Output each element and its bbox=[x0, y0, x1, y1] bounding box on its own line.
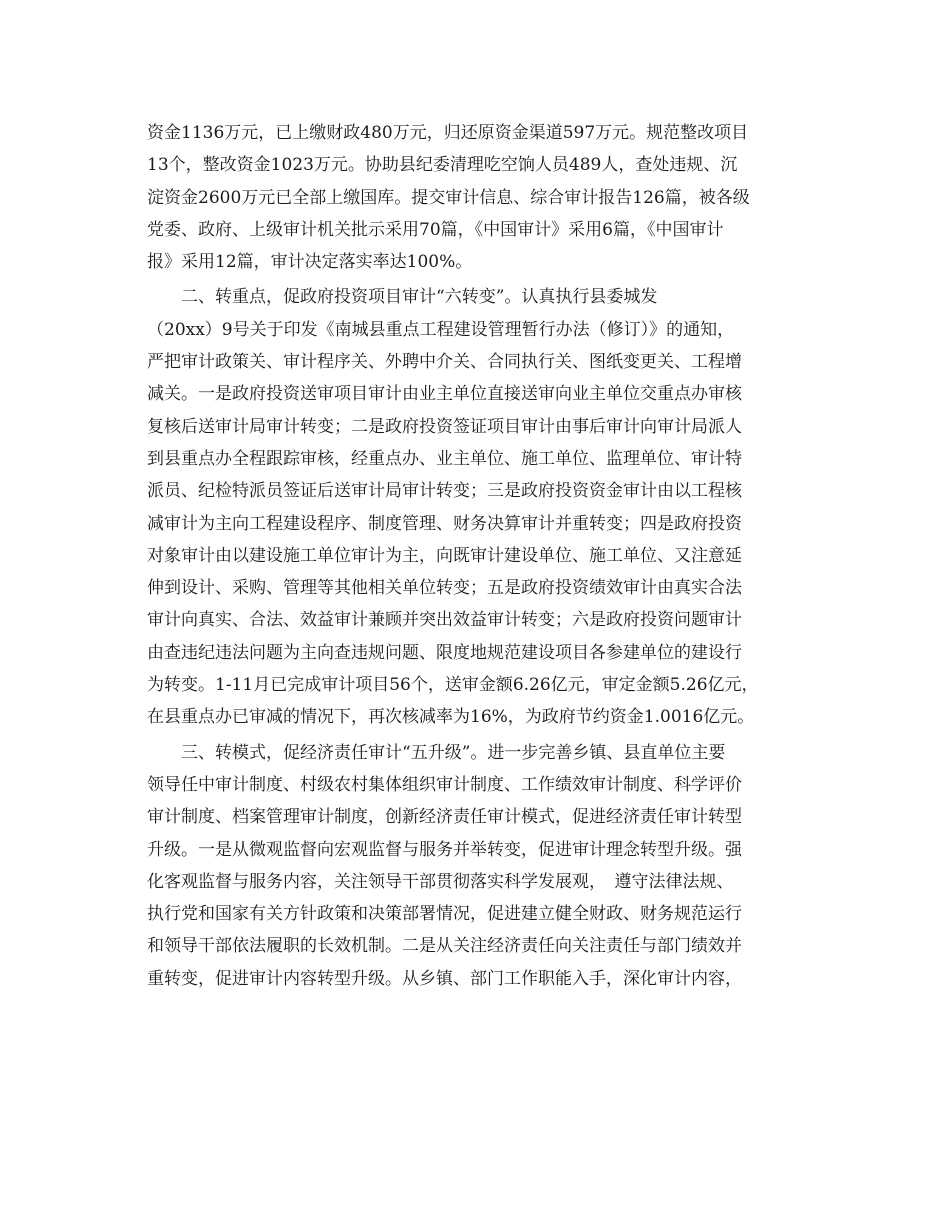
text-line: 重转变，促进审计内容转型升级。从乡镇、部门工作职能入手，深化审计内容， bbox=[147, 968, 742, 989]
text-line: 报》采用12篇，审计决定落实率达100%。 bbox=[147, 252, 473, 273]
text-line: 复核后送审计局审计转变；二是政府投资签证项目审计由事后审计向审计局派人 bbox=[147, 416, 742, 437]
text-line: 为转变。1-11月已完成审计项目56个，送审金额6.26亿元，审定金额5.26亿元， bbox=[147, 675, 759, 696]
text-line: 升级。一是从微观监督向宏观监督与服务并举转变，促进审计理念转型升级。强 bbox=[147, 839, 742, 860]
text-line: 到县重点办全程跟踪审核，经重点办、业主单位、施工单位、监理单位、审计特 bbox=[147, 448, 742, 469]
text-line: 派员、纪检特派员签证后送审计局审计转变；三是政府投资资金审计由以工程核 bbox=[147, 481, 742, 502]
text-line: 由查违纪违法问题为主向查违规问题、限度地规范建设项目各参建单位的建设行 bbox=[147, 642, 742, 663]
text-line: 资金1136万元，已上缴财政480万元，归还原资金渠道597万元。规范整改项目 bbox=[147, 123, 749, 143]
text-line: 审计向真实、合法、效益审计兼顾并突出效益审计转变；六是政府投资问题审计 bbox=[147, 610, 742, 631]
document-body bbox=[147, 117, 807, 995]
text-line: 领导任中审计制度、村级农村集体组织审计制度、工作绩效审计制度、科学评价 bbox=[147, 774, 742, 795]
text-line: （20xx）9号关于印发《南城县重点工程建设管理暂行办法（修订）》的通知， bbox=[147, 319, 735, 340]
text-line: 淀资金2600万元已全部上缴国库。提交审计信息、综合审计报告126篇，被各级 bbox=[147, 187, 750, 208]
text-line: 严把审计政策关、审计程序关、外聘中介关、合同执行关、图纸变更关、工程增 bbox=[147, 352, 742, 373]
text-line: 伸到设计、采购、管理等其他相关单位转变；五是政府投资绩效审计由真实合法 bbox=[147, 578, 742, 599]
text-line: 党委、政府、上级审计机关批示采用70篇，《中国审计》采用6篇，《中国审计 bbox=[147, 219, 724, 240]
text-line: 对象审计由以建设施工单位审计为主，向既审计建设单位、施工单位、又注意延 bbox=[147, 545, 742, 566]
text-line: 13个，整改资金1023万元。协助县纪委清理吃空饷人员489人，查处违规、沉 bbox=[147, 155, 738, 176]
text-line: 减关。一是政府投资送审项目审计由业主单位直接送审向业主单位交重点办审核 bbox=[147, 384, 742, 405]
text-line: 和领导干部依法履职的长效机制。二是从关注经济责任向关注责任与部门绩效并 bbox=[147, 936, 742, 957]
text-line: 二、转重点，促政府投资项目审计“六转变”。认真执行县委城发 bbox=[147, 287, 658, 308]
text-line: 在县重点办已审减的情况下，再次核减率为16%，为政府节约资金1.0016亿元。 bbox=[147, 707, 755, 728]
text-line: 化客观监督与服务内容，关注领导干部贯彻落实科学发展观， 遵守法律法规、 bbox=[147, 871, 734, 892]
text-line: 执行党和国家有关方针政策和决策部署情况，促进建立健全财政、财务规范运行 bbox=[147, 904, 742, 925]
text-line: 三、转模式，促经济责任审计“五升级”。进一步完善乡镇、县直单位主要 bbox=[147, 742, 726, 763]
text-line: 审计制度、档案管理审计制度，创新经济责任审计模式，促进经济责任审计转型 bbox=[147, 807, 742, 828]
text-line: 减审计为主向工程建设程序、制度管理、财务决算审计并重转变；四是政府投资 bbox=[147, 513, 742, 534]
